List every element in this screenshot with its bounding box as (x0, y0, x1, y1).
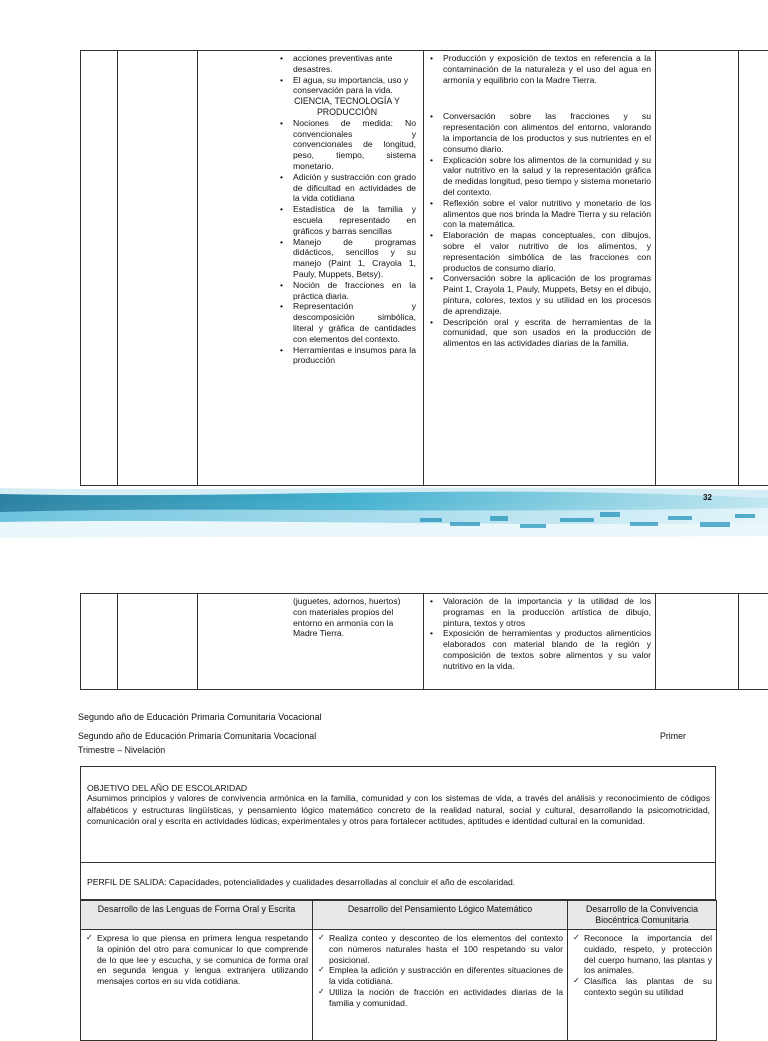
list-item: • Estadística de la familia y escuela representado en gráficos y barras sencillas (278, 204, 416, 236)
table-cell-empty (739, 51, 768, 486)
competency-item: ✓ Realiza conteo y desconteo de los elementos del contexto con números naturales hasta el 100 respetando su valor posicional. (317, 933, 563, 965)
year-subheading: Segundo año de Educación Primaria Comunitaria Vocacional (78, 731, 316, 741)
objective-box (80, 766, 716, 863)
section-title: CIENCIA, TECNOLOGÍA Y PRODUCCIÓN (278, 96, 416, 118)
planning-table-top (80, 50, 768, 486)
contents-cell (198, 594, 424, 690)
activities-list-ctp (428, 111, 651, 349)
table-cell-empty (656, 51, 739, 486)
competency-list-1 (85, 933, 308, 987)
list-item: • Representación y descomposición simbólica, literal y gráfica de cantidades con elementos del contexto. (278, 301, 416, 344)
competency-item: ✓ Clasifica las plantas de su contexto según su utilidad (572, 976, 712, 998)
trimester-line: Trimestre – Nivelación (78, 745, 165, 755)
table-cell-empty (81, 51, 118, 486)
list-item: • Elaboración de mapas conceptuales, con dibujos, sobre el valor nutritivo de los alimentos, y representación simbólica de las fracciones con productos de consumo diario. (428, 230, 651, 273)
footer-wave-band (0, 478, 768, 544)
list-item: • Nociones de medida: No convencionales y convencionales de longitud, peso, tiempo, sistema monetario. (278, 118, 416, 172)
competencies-table (80, 900, 717, 1041)
activities-list (428, 596, 651, 672)
list-item: • Adición y sustracción con grado de dificultad en actividades de la vida cotidiana (278, 172, 416, 204)
table-cell-empty (118, 51, 198, 486)
table-cell-empty (81, 594, 118, 690)
competency-header-3: Desarrollo de la Convivencia Biocéntrica Comunitaria (568, 901, 717, 930)
contents-list-top (278, 53, 416, 96)
list-item: • Valoración de la importancia y la utilidad de los programas en la producción artística de dibujo, pintura, textos y otros (428, 596, 651, 628)
list-item: • El agua, su importancia, uso y conservación para la vida. (278, 75, 416, 97)
list-item: • Producción y exposición de textos en referencia a la contaminación de la naturaleza y el uso del agua en armonía y equilibrio con la Madre Tierra. (428, 53, 651, 85)
page-number: 32 (703, 493, 712, 502)
activities-list-top (428, 53, 651, 85)
exit-profile-label: PERFIL DE SALIDA (87, 877, 164, 887)
exit-profile-text: : Capacidades, potencialidades y cualidades desarrolladas al concluir el año de escolaridad. (164, 877, 515, 887)
competency-item: ✓ Emplea la adición y sustracción en diferentes situaciones de la vida cotidiana. (317, 965, 563, 987)
exit-profile-box (80, 862, 716, 900)
objective-text: Asumimos principios y valores de convivencia armónica en la familia, comunidad y con los sistemas de vida, a través del análisis y reconocimiento de códigos alfabéticos y estructuras lingüísticas, y pensamiento lógico matemático concreto de la realidad natural, social y cultural, desarrollando la psicomotricidad, comunicación oral y escrita en actividades lúdicas, experimentales y otros para fortalecer actitudes, aptitudes e identidad cultural en la comunidad. (87, 793, 710, 828)
competency-header-1: Desarrollo de las Lenguas de Forma Oral y Escrita (81, 901, 313, 930)
objective-title: OBJETIVO DEL AÑO DE ESCOLARIDAD (87, 783, 710, 793)
competency-list-2 (317, 933, 563, 1009)
table-cell-empty (118, 594, 198, 690)
list-item: • Descripción oral y escrita de herramientas de la comunidad, que son usados en la producción de alimentos en las actividades diarias de la familia. (428, 317, 651, 349)
list-item: • Manejo de programas didácticos, sencillos y su manejo (Paint 1, Crayola 1, Pauly, Muppets, Betsy). (278, 237, 416, 280)
planning-table-bottom (80, 593, 768, 690)
list-item: • Reflexión sobre el valor nutritivo y monetario de los alimentos que nos brinda la Madre Tierra y su relación con la matemática. (428, 198, 651, 230)
list-item: • Conversación sobre la aplicación de los programas Paint 1, Crayola 1, Pauly, Muppets, Betsy en el dibujo, pintura, colores, textos y su utilidad en los procesos de aprendizaje. (428, 273, 651, 316)
activities-cell (424, 594, 656, 690)
list-item: • Exposición de herramientas y productos alimenticios elaborados con material blando de la región y composición de textos sobre alimentos y su valor nutritivo en la vida. (428, 628, 651, 671)
competency-item: ✓ Utiliza la noción de fracción en actividades diarias de la familia y comunidad. (317, 987, 563, 1009)
list-item: • Explicación sobre los alimentos de la comunidad y su valor nutritivo en la salud y la representación gráfica de medidas longitud, peso tiempo y sistema monetario del contexto. (428, 155, 651, 198)
list-item: • acciones preventivas ante desastres. (278, 53, 416, 75)
list-item: • Herramientas e insumos para la producción (278, 345, 416, 367)
competency-list-3 (572, 933, 712, 998)
competency-item: ✓ Expresa lo que piensa en primera lengua respetando la opinión del otro para comunicar lo que comprende de lo que lee y escucha, y se comunica de forma oral en segunda lengua y lengua extranjera utilizando mensajes cortos en su vida cotidiana. (85, 933, 308, 987)
competency-item: ✓ Reconoce la importancia del cuidado, respeto, y protección del cuerpo humano, las plantas y los animales. (572, 933, 712, 976)
contents-cell (198, 51, 424, 486)
year-heading: Segundo año de Educación Primaria Comunitaria Vocacional (78, 712, 322, 722)
contents-text: (juguetes, adornos, huertos) con materiales propios del entorno en armonía con la Madre Tierra. (293, 596, 411, 639)
table-cell-empty (739, 594, 768, 690)
competency-header-2: Desarrollo del Pensamiento Lógico Matemático (313, 901, 568, 930)
list-item: • Conversación sobre las fracciones y su representación con alimentos del entorno, valorando la importancia de los productos y sus nutrientes en el consumo diario. (428, 111, 651, 154)
trimester-label: Primer (660, 731, 686, 741)
contents-list-ctp (278, 118, 416, 366)
activities-cell (424, 51, 656, 486)
table-cell-empty (656, 594, 739, 690)
list-item: • Noción de fracciones en la práctica diaria. (278, 280, 416, 302)
